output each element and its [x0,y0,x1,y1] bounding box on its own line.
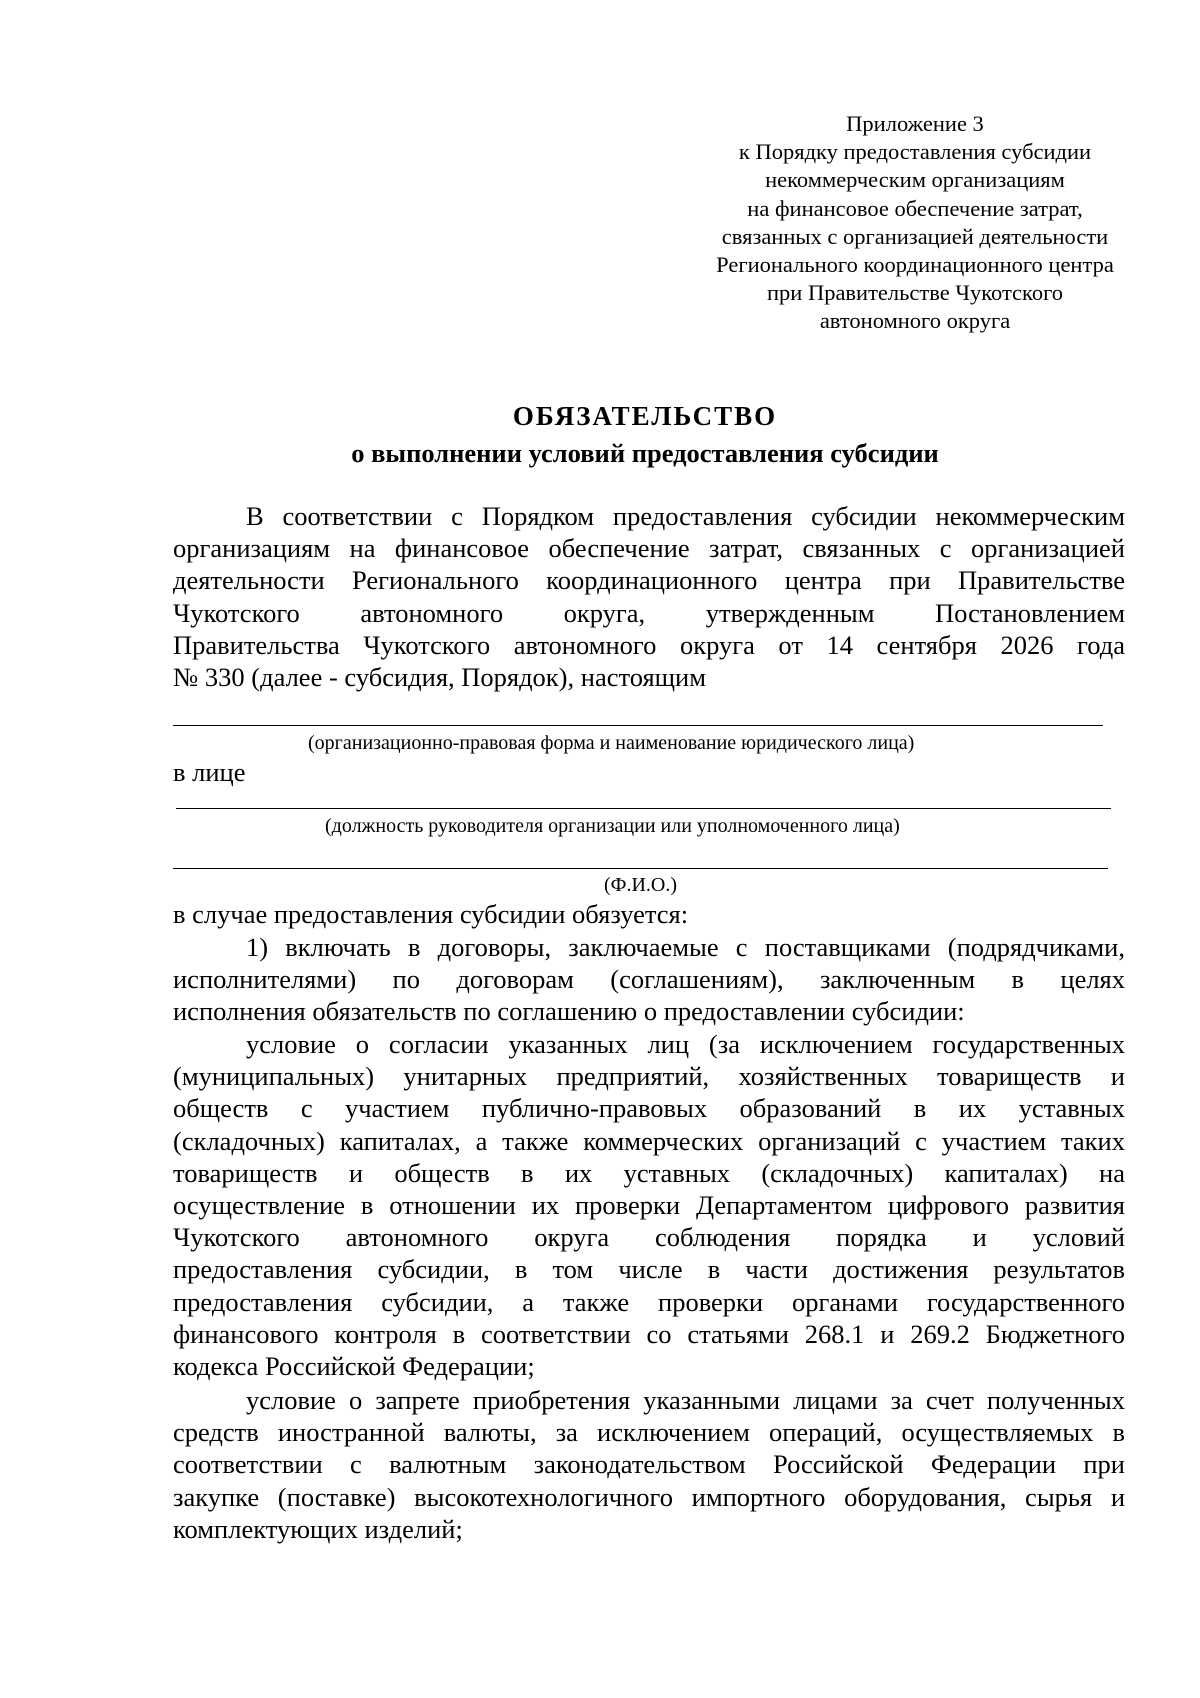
condition2-line: соответствии с валютным законодательством Российской Федерации при [173,1449,1125,1480]
condition1-line: обществ с участием публично-правовых образований в их уставных [173,1093,1125,1124]
condition2-line: комплектующих изделий; [173,1513,463,1544]
condition1-line: (складочных) капиталах, а также коммерческих организаций с участием таких [173,1125,1125,1156]
intro-line: Правительства Чукотского автономного округа от 14 сентября 2026 года [173,629,1125,660]
position-line [176,808,1111,809]
condition1-line: кодекса Российской Федерации; [173,1350,535,1381]
intro-line: № 330 (далее - субсидия, Порядок), настоящим [173,661,706,692]
position-caption: (должность руководителя организации или уполномоченного лица) [325,815,900,837]
condition1-line: осуществление в отношении их проверки Департаментом цифрового развития [173,1189,1125,1220]
appendix-line: связанных с организацией деятельности [721,223,1109,249]
condition1-line: Чукотского автономного округа соблюдения порядка и условий [173,1222,1125,1253]
appendix-line: Регионального координационного центра [716,252,1114,278]
intro-line: организациям на финансовое обеспечение затрат, связанных с организацией [173,533,1125,564]
in-person-label: в лице [173,757,246,787]
appendix-header [655,110,1175,336]
condition-consent-paragraph [173,1028,1125,1382]
condition1-line: условие о согласии указанных лиц (за исключением государственных [246,1029,1125,1059]
fio-caption: (Ф.И.О.) [604,874,678,896]
condition2-line: средств иностранной валюты, за исключением операций, осуществляемых в [173,1417,1125,1448]
document-subtitle: о выполнении условий предоставления субсидии [351,438,939,468]
appendix-line: при Правительстве Чукотского [766,280,1063,306]
condition1-line: (муниципальных) унитарных предприятий, хозяйственных товариществ и [173,1061,1125,1092]
appendix-line: автономного округа [819,308,1011,334]
condition1-line: предоставления субсидии, а также проверки органами государственного [173,1286,1125,1317]
item1-line: исполнения обязательств по соглашению о предоставлении субсидии: [173,996,965,1027]
condition2-line: условие о запрете приобретения указанными лицами за счет полученных [246,1385,1125,1415]
org-name-caption: (организационно-правовая форма и наименование юридического лица) [308,732,915,754]
obligation-lead: в случае предоставления субсидии обязуется: [173,899,689,929]
item1-line: 1) включать в договоры, заключаемые с поставщиками (подрядчиками, [246,932,1125,962]
appendix-line: некоммерческим организациям [765,167,1065,193]
org-name-line [173,725,1103,726]
document-title: ОБЯЗАТЕЛЬСТВО [512,401,778,431]
condition1-line: финансового контроля в соответствии со статьями 268.1 и 269.2 Бюджетного [173,1318,1125,1349]
condition1-line: товариществ и обществ в их уставных (складочных) капиталах) на [173,1157,1125,1188]
intro-line: деятельности Регионального координационного центра при Правительстве [173,565,1125,596]
intro-line: Чукотского автономного округа, утвержденным Постановлением [173,597,1125,628]
condition-currency-paragraph [173,1384,1125,1545]
appendix-line: на финансовое обеспечение затрат, [747,195,1083,221]
item1-line: исполнителями) по договорам (соглашениям), заключенным в целях [173,964,1125,995]
intro-paragraph [173,500,1125,693]
condition2-line: закупке (поставке) высокотехнологичного импортного оборудования, сырья и [173,1481,1125,1512]
appendix-line: Приложение 3 [846,111,984,136]
condition1-line: предоставления субсидии, в том числе в части достижения результатов [173,1254,1125,1285]
obligation-item-1 [173,931,1125,1028]
intro-line: В соответствии с Порядком предоставления субсидии некоммерческим [246,501,1125,531]
fio-line [173,868,1108,869]
appendix-line: к Порядку предоставления субсидии [738,139,1092,165]
